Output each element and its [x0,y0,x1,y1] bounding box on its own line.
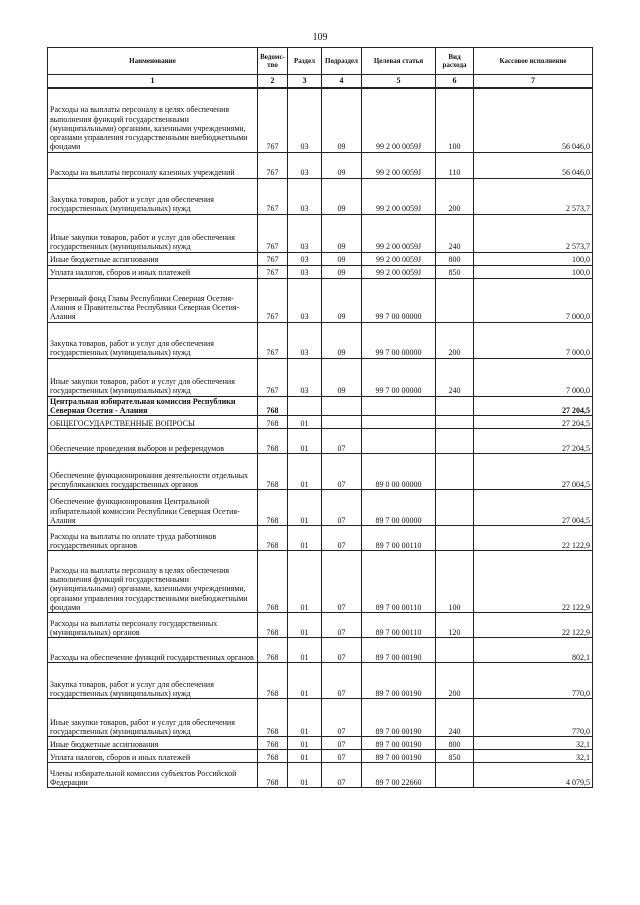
row-target-item: 89 0 00 00000 [362,453,436,489]
row-department: 768 [258,525,288,550]
row-subsection: 09 [322,178,362,214]
row-amount: 32,1 [474,736,593,749]
row-name: Иные бюджетные ассигнования [48,252,258,265]
row-subsection [322,396,362,415]
row-name: Обеспечение функционирования деятельности отдельных республиканских государственных органов [48,453,258,489]
row-expense-type [436,762,474,787]
row-department: 767 [258,322,288,358]
row-target-item: 89 7 00 00110 [362,612,436,637]
row-department: 767 [258,214,288,252]
row-subsection: 09 [322,152,362,178]
row-name: Расходы на выплаты персоналу казенных учреждений [48,152,258,178]
row-expense-type: 800 [436,736,474,749]
column-number: 1 [48,75,258,89]
row-subsection: 09 [322,88,362,152]
table-row [48,152,593,178]
column-number: 5 [362,75,436,89]
row-amount: 56 046,0 [474,88,593,152]
row-section: 03 [288,152,322,178]
row-department: 768 [258,453,288,489]
row-section: 01 [288,612,322,637]
row-expense-type: 240 [436,214,474,252]
row-amount: 27 204,5 [474,396,593,415]
row-section [288,396,322,415]
row-expense-type: 120 [436,612,474,637]
table-row [48,428,593,453]
row-subsection: 07 [322,453,362,489]
row-expense-type: 850 [436,749,474,762]
row-section: 01 [288,662,322,698]
row-target-item: 89 7 00 00110 [362,525,436,550]
row-section: 01 [288,428,322,453]
row-name: Иные бюджетные ассигнования [48,736,258,749]
row-department: 768 [258,749,288,762]
row-subsection [322,415,362,428]
row-expense-type: 240 [436,698,474,736]
row-subsection: 09 [322,278,362,322]
row-subsection: 09 [322,358,362,396]
row-section: 01 [288,525,322,550]
row-department: 768 [258,550,288,612]
row-amount: 4 079,5 [474,762,593,787]
row-expense-type [436,453,474,489]
header-row [48,48,593,75]
row-section: 01 [288,453,322,489]
row-expense-type [436,637,474,662]
table-row [48,550,593,612]
row-amount: 7 000,0 [474,322,593,358]
table-row [48,322,593,358]
row-subsection: 09 [322,322,362,358]
row-subsection: 07 [322,637,362,662]
table-row [48,358,593,396]
row-name: Иные закупки товаров, работ и услуг для обеспечения государственных (муниципальных) нужд [48,698,258,736]
row-department: 767 [258,152,288,178]
row-expense-type: 200 [436,178,474,214]
header-cash-execution: Кассовое исполнение [474,48,593,75]
row-name: Уплата налогов, сборов и иных платежей [48,749,258,762]
table-row [48,453,593,489]
row-department: 768 [258,762,288,787]
row-name: Центральная избирательная комиссия Республики Северная Осетия - Алания [48,396,258,415]
row-department: 767 [258,358,288,396]
row-expense-type [436,415,474,428]
table-row [48,88,593,152]
row-target-item: 99 7 00 00000 [362,278,436,322]
table-row [48,278,593,322]
row-subsection: 07 [322,525,362,550]
row-subsection: 07 [322,736,362,749]
table-row [48,252,593,265]
table-row [48,525,593,550]
row-name: Расходы на выплаты персоналу в целях обеспечения выполнения функций государственными (муниципальными) органами, казенными учреждениями, органами управления государственными внебюджетными фондами [48,88,258,152]
row-department: 768 [258,698,288,736]
row-subsection: 07 [322,749,362,762]
row-department: 768 [258,428,288,453]
row-target-item: 89 7 00 00190 [362,637,436,662]
row-name: Обеспечение проведения выборов и референдумов [48,428,258,453]
row-section: 03 [288,178,322,214]
row-section: 03 [288,358,322,396]
row-amount: 27 204,5 [474,415,593,428]
table-row [48,265,593,278]
row-amount: 22 122,9 [474,550,593,612]
row-expense-type: 100 [436,550,474,612]
budget-table [47,47,593,788]
row-name: Иные закупки товаров, работ и услуг для обеспечения государственных (муниципальных) нужд [48,358,258,396]
row-department: 768 [258,662,288,698]
row-department: 768 [258,637,288,662]
row-amount: 27 004,5 [474,453,593,489]
row-department: 767 [258,265,288,278]
row-target-item: 89 7 00 00190 [362,662,436,698]
row-name: Уплата налогов, сборов и иных платежей [48,265,258,278]
row-expense-type [436,278,474,322]
page-number: 109 [312,32,328,43]
row-name: Обеспечение функционирования Центральной избирательной комиссии Республики Северная Осетия-Алания [48,489,258,525]
table-row [48,637,593,662]
row-target-item [362,428,436,453]
row-expense-type [436,525,474,550]
row-expense-type: 100 [436,88,474,152]
row-subsection: 09 [322,214,362,252]
row-section: 01 [288,415,322,428]
row-expense-type: 800 [436,252,474,265]
column-number: 2 [258,75,288,89]
row-amount: 100,0 [474,265,593,278]
row-amount: 7 000,0 [474,358,593,396]
row-section: 01 [288,749,322,762]
row-target-item: 89 7 00 22660 [362,762,436,787]
row-subsection: 09 [322,265,362,278]
row-amount: 770,0 [474,662,593,698]
table-row [48,762,593,787]
row-section: 03 [288,214,322,252]
row-department: 768 [258,612,288,637]
row-expense-type [436,428,474,453]
column-number: 4 [322,75,362,89]
row-name: Закупка товаров, работ и услуг для обеспечения государственных (муниципальных) нужд [48,662,258,698]
row-expense-type: 850 [436,265,474,278]
table-row [48,662,593,698]
table-row [48,396,593,415]
row-amount: 32,1 [474,749,593,762]
header-name: Наименование [48,48,258,75]
row-name: Иные закупки товаров, работ и услуг для обеспечения государственных (муниципальных) нужд [48,214,258,252]
row-section: 01 [288,698,322,736]
row-target-item [362,415,436,428]
row-department: 768 [258,736,288,749]
table-row [48,698,593,736]
table-row [48,214,593,252]
row-amount: 2 573,7 [474,214,593,252]
row-target-item: 89 7 00 00190 [362,749,436,762]
column-number: 7 [474,75,593,89]
table-row [48,178,593,214]
table-row [48,489,593,525]
row-target-item: 99 7 00 00000 [362,322,436,358]
row-amount: 100,0 [474,252,593,265]
row-department: 767 [258,88,288,152]
table-row [48,749,593,762]
row-name: Расходы на выплаты персоналу государственных (муниципальных) органов [48,612,258,637]
column-numbers-row [48,75,593,89]
row-section: 01 [288,550,322,612]
row-section: 01 [288,762,322,787]
row-amount: 56 046,0 [474,152,593,178]
row-target-item: 99 2 00 0059J [362,214,436,252]
row-expense-type: 200 [436,662,474,698]
header-target-item: Целевая статья [362,48,436,75]
row-department: 768 [258,489,288,525]
row-target-item: 99 2 00 0059J [362,178,436,214]
row-section: 01 [288,489,322,525]
row-target-item: 99 7 00 00000 [362,358,436,396]
row-expense-type [436,489,474,525]
row-subsection: 07 [322,489,362,525]
row-name: Закупка товаров, работ и услуг для обеспечения государственных (муниципальных) нужд [48,178,258,214]
row-amount: 7 000,0 [474,278,593,322]
row-name: Расходы на выплаты по оплате труда работников государственных органов [48,525,258,550]
row-name: Расходы на обеспечение функций государственных органов [48,637,258,662]
row-amount: 802,1 [474,637,593,662]
row-section: 01 [288,637,322,662]
row-section: 03 [288,88,322,152]
row-department: 767 [258,278,288,322]
header-expense-type: Вид расхода [436,48,474,75]
header-department: Ведомс-тво [258,48,288,75]
row-target-item: 89 7 00 00110 [362,550,436,612]
row-name: Закупка товаров, работ и услуг для обеспечения государственных (муниципальных) нужд [48,322,258,358]
row-target-item: 99 2 00 0059J [362,252,436,265]
row-target-item: 99 2 00 0059J [362,265,436,278]
row-department: 768 [258,415,288,428]
row-expense-type: 200 [436,322,474,358]
row-amount: 2 573,7 [474,178,593,214]
column-number: 3 [288,75,322,89]
row-name: Члены избирательной комиссии субъектов Российской Федерации [48,762,258,787]
row-subsection: 07 [322,762,362,787]
row-section: 03 [288,322,322,358]
row-expense-type: 240 [436,358,474,396]
row-department: 767 [258,252,288,265]
row-subsection: 07 [322,662,362,698]
row-subsection: 09 [322,252,362,265]
row-amount: 27 004,5 [474,489,593,525]
row-target-item: 99 2 00 0059J [362,88,436,152]
row-amount: 22 122,9 [474,525,593,550]
row-name: ОБЩЕГОСУДАРСТВЕННЫЕ ВОПРОСЫ [48,415,258,428]
row-department: 767 [258,178,288,214]
row-amount: 770,0 [474,698,593,736]
row-amount: 27 204,5 [474,428,593,453]
row-name: Резервный фонд Главы Республики Северная Осетия-Алания и Правительства Республики Северная Осетия-Алания [48,278,258,322]
row-section: 01 [288,736,322,749]
row-target-item: 99 2 00 0059J [362,152,436,178]
table-row [48,736,593,749]
header-subsection: Подраздел [322,48,362,75]
row-subsection: 07 [322,428,362,453]
column-number: 6 [436,75,474,89]
row-subsection: 07 [322,698,362,736]
table-row [48,415,593,428]
header-section: Раздел [288,48,322,75]
row-name: Расходы на выплаты персоналу в целях обеспечения выполнения функций государственными (муниципальными) органами, казенными учреждениями, органами управления государственными внебюджетными фондами [48,550,258,612]
row-expense-type: 110 [436,152,474,178]
row-expense-type [436,396,474,415]
row-target-item: 89 7 00 00190 [362,736,436,749]
row-target-item: 89 7 00 00000 [362,489,436,525]
row-target-item [362,396,436,415]
row-subsection: 07 [322,550,362,612]
row-amount: 22 122,9 [474,612,593,637]
row-section: 03 [288,252,322,265]
row-section: 03 [288,278,322,322]
table-row [48,612,593,637]
row-department: 768 [258,396,288,415]
row-subsection: 07 [322,612,362,637]
row-section: 03 [288,265,322,278]
row-target-item: 89 7 00 00190 [362,698,436,736]
